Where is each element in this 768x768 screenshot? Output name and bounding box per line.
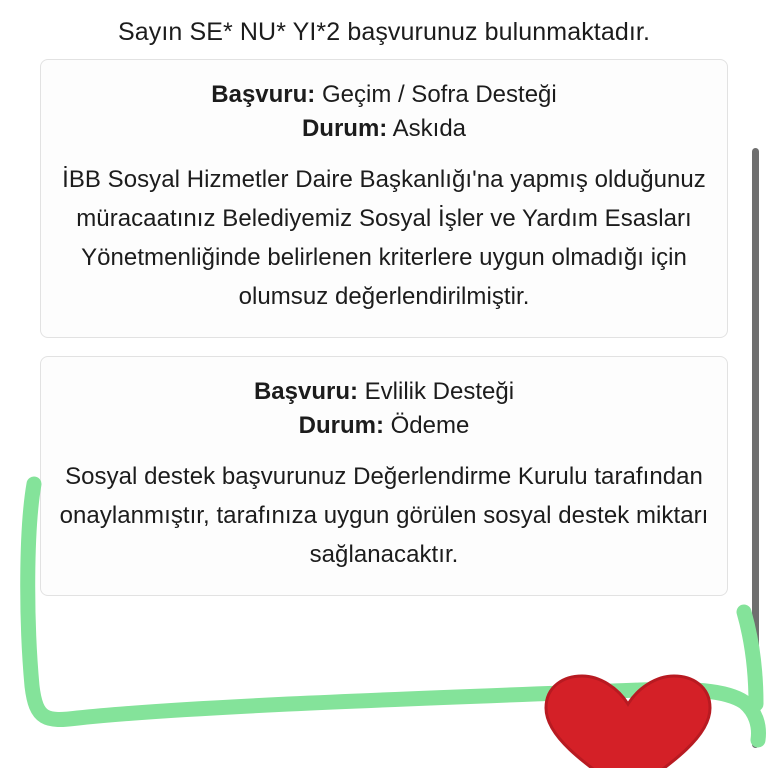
- page-title: Sayın SE* NU* YI*2 başvurunuz bulunmaktadır.: [117, 18, 650, 46]
- status-value: Askıda: [387, 115, 467, 143]
- application-label: Başvuru:: [211, 80, 316, 108]
- application-row: [59, 78, 709, 113]
- vertical-scrollbar[interactable]: [752, 148, 759, 748]
- status-row: [59, 112, 709, 147]
- application-card-2[interactable]: [40, 356, 728, 596]
- application-card-1[interactable]: [40, 59, 728, 338]
- heart-icon: [478, 674, 768, 768]
- application-value: Geçim / Sofra Desteği: [315, 80, 557, 108]
- application-label: Başvuru:: [253, 377, 358, 405]
- application-row: [59, 375, 709, 410]
- status-label: Durum:: [301, 115, 388, 143]
- application-description: Sosyal destek başvurunuz Değerlendirme Kurulu tarafından onaylanmıştır, tarafınıza uygun görülen sosyal destek miktarı sağlanacaktır.: [59, 463, 709, 568]
- status-value: Ödeme: [383, 412, 470, 440]
- status-label: Durum:: [298, 412, 384, 440]
- status-row: [59, 409, 709, 444]
- application-value: Evlilik Desteği: [357, 377, 515, 405]
- application-description: İBB Sosyal Hizmetler Daire Başkanlığı'na yapmış olduğunuz müracaatınız Belediyemiz Sosyal İşler ve Yardım Esasları Yönetmenliğinde belirlenen kriterlere uygun olmadığı için olumsuz değerlendirilmiştir.: [62, 166, 706, 310]
